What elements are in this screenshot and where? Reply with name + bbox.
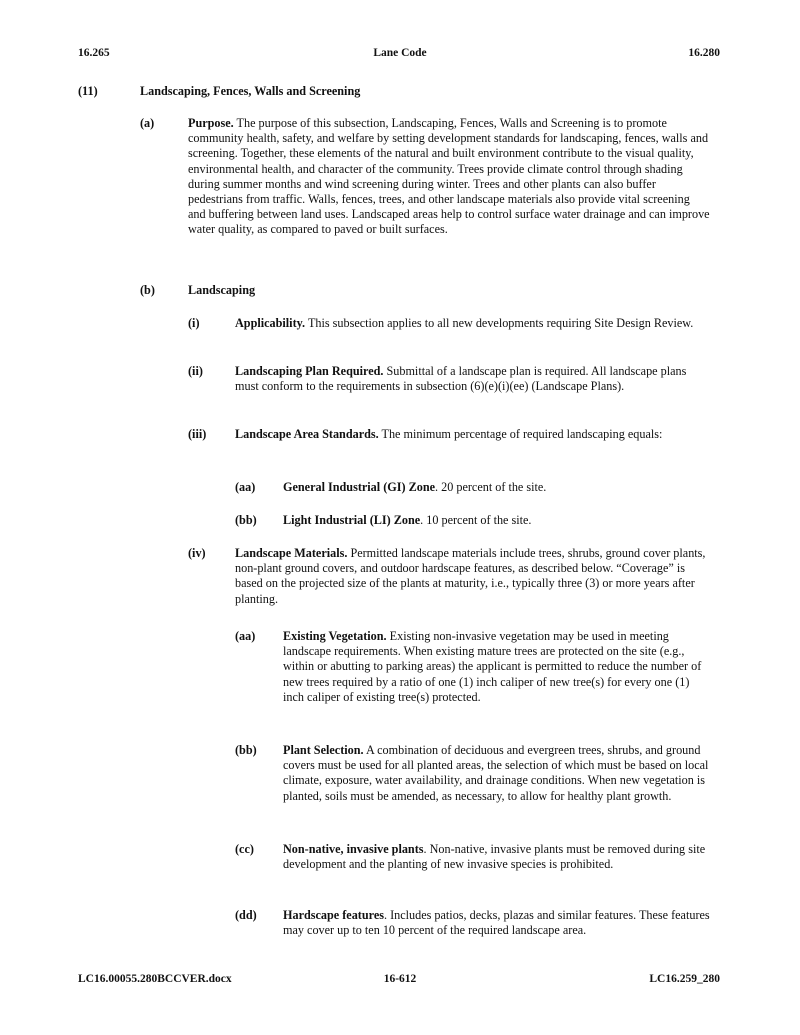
item-iii-bb-title: Light Industrial (LI) Zone — [283, 513, 421, 527]
header-section-end: 16.280 — [688, 47, 720, 59]
paragraph-iii-label: (iii) — [188, 427, 207, 441]
item-iv-cc-title: Non-native, invasive plants — [283, 842, 424, 856]
item-iv-cc-body — [283, 842, 710, 872]
item-iv-dd-text: . Includes patios, decks, plazas and similar features. These features may cover up to ten 10 percent of the required landscape area. — [283, 908, 710, 938]
item-iv-dd-label: (dd) — [235, 908, 257, 922]
subsection-b — [140, 283, 710, 298]
paragraph-ii-text: Submittal of a landscape plan is required. All landscape plans must conform to the requirements in subsection (6)(e)(i)(ee) (Landscape Plans). — [235, 364, 687, 394]
subsection-a — [140, 116, 710, 238]
header-title: Lane Code — [373, 47, 427, 59]
footer-section-range: LC16.259_280 — [649, 973, 720, 985]
item-iv-aa — [235, 629, 710, 705]
item-iv-cc — [235, 842, 710, 872]
paragraph-ii-title: Landscaping Plan Required. — [235, 364, 384, 378]
paragraph-i-text: This subsection applies to all new developments requiring Site Design Review. — [307, 316, 694, 330]
paragraph-iii — [188, 427, 710, 442]
paragraph-i-body — [235, 316, 710, 331]
header-section-start: 16.265 — [78, 47, 110, 59]
item-iv-bb — [235, 743, 710, 804]
subsection-b-title: Landscaping — [188, 283, 256, 297]
paragraph-iii-text: The minimum percentage of required landscaping equals: — [381, 427, 663, 441]
paragraph-iv-title: Landscape Materials. — [235, 546, 348, 560]
paragraph-iv-label: (iv) — [188, 546, 206, 560]
item-iv-aa-body — [283, 629, 710, 705]
item-iv-cc-text: . Non-native, invasive plants must be removed during site development and the planting of new invasive species is prohibited. — [283, 842, 706, 872]
paragraph-ii-label: (ii) — [188, 364, 203, 378]
item-iv-aa-title: Existing Vegetation. — [283, 629, 387, 643]
paragraph-i — [188, 316, 710, 331]
item-iii-aa-title: General Industrial (GI) Zone — [283, 480, 436, 494]
section-label: (11) — [78, 84, 98, 98]
item-iv-dd — [235, 908, 710, 938]
paragraph-ii-body — [235, 364, 710, 394]
section-11-heading — [78, 84, 718, 99]
paragraph-iii-body — [235, 427, 710, 442]
section-title: Landscaping, Fences, Walls and Screening — [140, 84, 361, 98]
item-iii-aa-text: . 20 percent of the site. — [435, 480, 547, 494]
item-iii-bb — [235, 513, 710, 528]
footer-page-number: 16-612 — [383, 973, 417, 985]
item-iv-aa-text: Existing non-invasive vegetation may be used in meeting landscape requirements. When existing mature trees are protected on the site (e.g., within or abutting to parking areas) the applicant is permitted to reduce the number of new trees required by a ratio of one (1) inch caliper of new tree(s) for every one (1) inch caliper of existing tree(s) protected. — [283, 629, 702, 704]
item-iv-dd-body — [283, 908, 710, 938]
item-iii-aa — [235, 480, 710, 495]
paragraph-iv-body — [235, 546, 710, 607]
paragraph-iv-text: Permitted landscape materials include trees, shrubs, ground cover plants, non-plant ground covers, and outdoor hardscape features, as described below. “Coverage” is based on the projected size of the plants at maturity, i.e., typically three (3) or more years after planting. — [235, 546, 706, 606]
item-iv-dd-title: Hardscape features — [283, 908, 384, 922]
item-iv-bb-title: Plant Selection. — [283, 743, 364, 757]
item-iii-aa-body — [283, 480, 710, 495]
item-iv-bb-text: A combination of deciduous and evergreen trees, shrubs, and ground covers must be used for all planted areas, the selection of which must be based on local climate, exposure, water availability, and drainage conditions. When new vegetation is planted, soils must be amended, as necessary, to allow for healthy plant growth. — [283, 743, 709, 803]
item-iii-aa-label: (aa) — [235, 480, 256, 494]
footer-filename: LC16.00055.280BCCVER.docx — [78, 973, 232, 985]
paragraph-ii — [188, 364, 710, 394]
item-iv-bb-body — [283, 743, 710, 804]
item-iii-bb-body — [283, 513, 710, 528]
subsection-b-label: (b) — [140, 283, 155, 297]
item-iv-bb-label: (bb) — [235, 743, 257, 757]
subsection-a-label: (a) — [140, 116, 155, 130]
item-iv-aa-label: (aa) — [235, 629, 256, 643]
paragraph-i-label: (i) — [188, 316, 200, 330]
item-iii-bb-label: (bb) — [235, 513, 257, 527]
paragraph-i-title: Applicability. — [235, 316, 306, 330]
subsection-a-text: The purpose of this subsection, Landscaping, Fences, Walls and Screening is to promote community health, safety, and welfare by setting development standards for landscaping, fences, walls and screening. Together, these elements of the natural and built environment contribute to the visual quality, environmental health, and character of the community. Trees provide climate control through shading during summer months and wind screening during winter. Trees and other plants can also buffer pedestrians from traffic. Walls, fences, trees, and other landscape materials also provide vital screening and buffering between land uses. Landscaped areas help to control surface water drainage and can improve water quality, as compared to paved or built surfaces. — [188, 116, 710, 237]
paragraph-iv — [188, 546, 710, 607]
subsection-a-body — [188, 116, 710, 238]
paragraph-iii-title: Landscape Area Standards. — [235, 427, 379, 441]
item-iv-cc-label: (cc) — [235, 842, 254, 856]
item-iii-bb-text: . 10 percent of the site. — [420, 513, 532, 527]
subsection-a-title: Purpose. — [188, 116, 234, 130]
